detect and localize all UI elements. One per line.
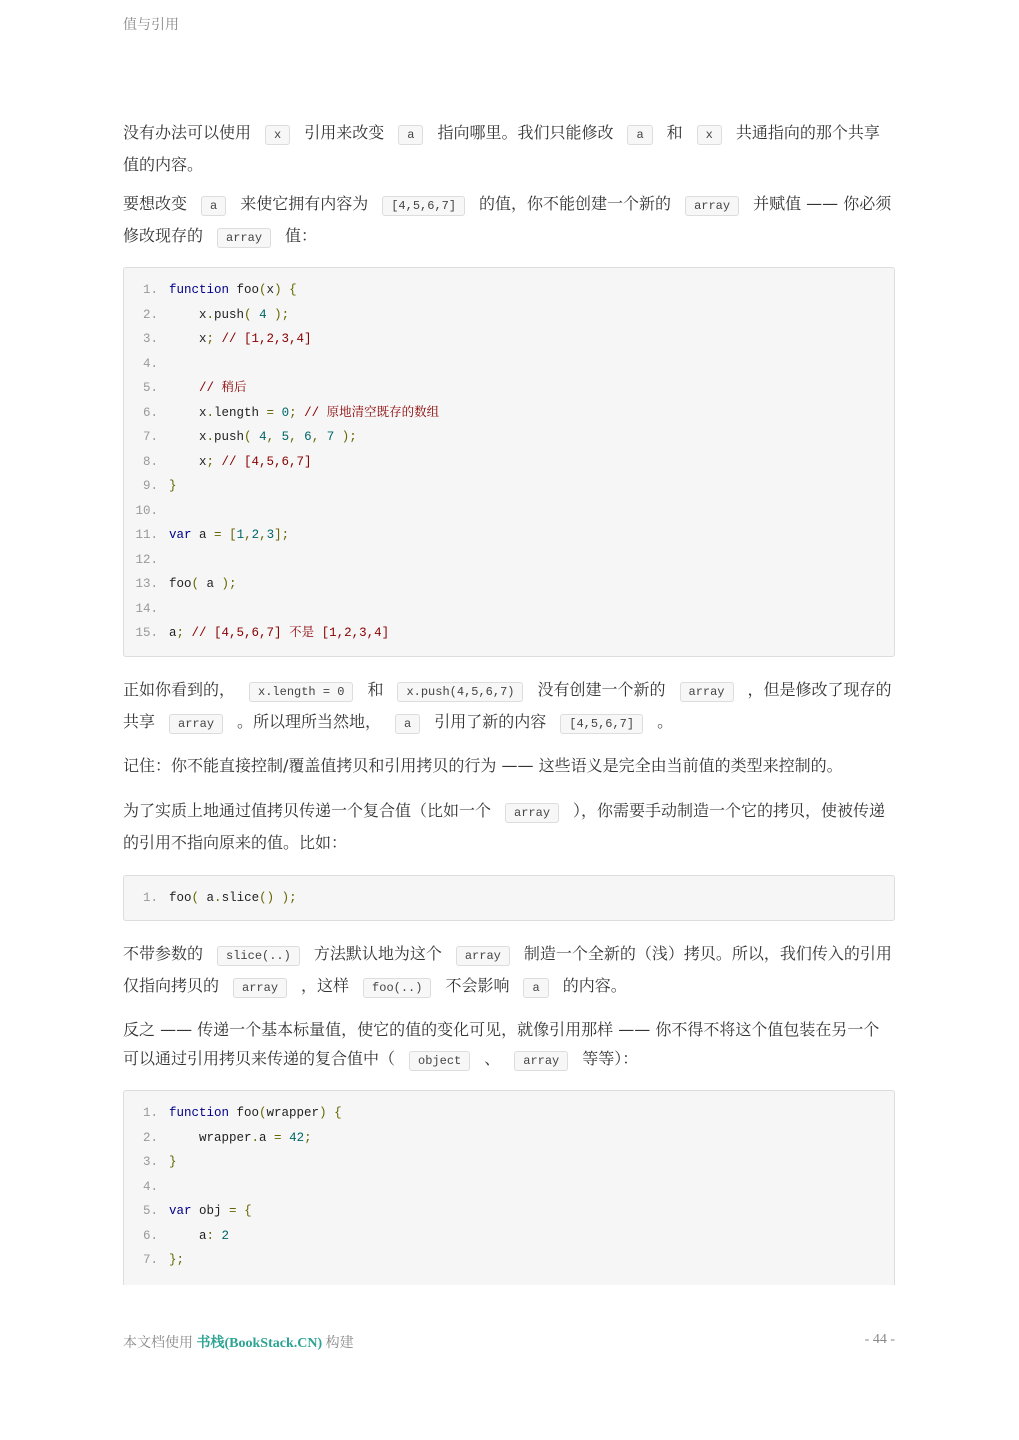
text: 引用来改变 xyxy=(304,123,385,142)
inline-code: x xyxy=(697,125,722,145)
code-token: ; xyxy=(206,454,215,469)
code-token: a xyxy=(169,626,177,640)
page-header-title: 值与引用 xyxy=(123,17,179,33)
paragraph xyxy=(123,796,895,857)
inline-code: array xyxy=(685,196,739,216)
line-number: 12. xyxy=(135,552,158,567)
code-token: ) xyxy=(274,283,282,297)
line-number: 4. xyxy=(142,1179,158,1194)
code-token: foo xyxy=(229,283,260,297)
inline-code: array xyxy=(233,978,287,998)
text: ，这样 xyxy=(301,976,350,995)
line-number: 8. xyxy=(142,454,158,469)
inline-code: array xyxy=(217,228,271,248)
inline-code: x.length = 0 xyxy=(249,682,353,702)
footer-suffix: 构建 xyxy=(325,1336,354,1351)
code-token: 5 xyxy=(281,430,290,444)
code-block xyxy=(123,875,895,922)
code-token: , xyxy=(289,430,297,444)
code-token: 2 xyxy=(221,1228,230,1243)
code-token: , xyxy=(266,430,275,444)
code-token: } xyxy=(169,479,177,493)
text: 要想改变 xyxy=(123,194,188,213)
text: 不带参数的 xyxy=(123,944,204,963)
code-token: foo xyxy=(169,890,192,905)
code-token: ; xyxy=(176,626,185,640)
code-token: wrapper xyxy=(266,1106,320,1120)
text: 和 xyxy=(367,679,384,699)
paragraph xyxy=(123,751,895,780)
code-token: slice xyxy=(221,890,260,905)
code-token: // [4,5,6,7] xyxy=(221,454,312,469)
code-token xyxy=(169,381,199,395)
inline-code: foo(..) xyxy=(363,978,431,998)
code-line xyxy=(124,401,894,426)
inline-code: array xyxy=(680,682,734,702)
code-token: () xyxy=(259,890,275,905)
code-line xyxy=(124,572,894,597)
code-token xyxy=(214,455,222,469)
text: 的内容。 xyxy=(562,976,627,995)
code-line xyxy=(124,1224,894,1249)
text: 共通指向的那个共享值的内容。 xyxy=(123,123,880,174)
code-token: x xyxy=(266,283,275,297)
line-number: 14. xyxy=(135,601,158,616)
text: 不会影响 xyxy=(445,976,510,995)
inline-code: object xyxy=(409,1051,470,1071)
code-token xyxy=(274,406,282,420)
inline-code: a xyxy=(627,125,652,145)
text: 和 xyxy=(666,123,683,142)
code-token: 2 xyxy=(251,528,260,542)
code-token: a xyxy=(259,1130,275,1145)
code-token: . xyxy=(206,307,215,322)
inline-code: x.push(4,5,6,7) xyxy=(397,682,523,702)
text: 为了实质上地通过值拷贝传递一个复合值（比如一个 xyxy=(123,800,492,820)
code-line xyxy=(124,597,894,622)
paragraph xyxy=(123,118,895,179)
text: 制造一个全新的（浅）拷贝。所以，我们传入的引用仅指向拷贝的 xyxy=(123,944,892,995)
code-token: ); xyxy=(281,890,297,905)
inline-code: a xyxy=(201,196,226,216)
text: 引用了新的内容 xyxy=(434,711,547,731)
line-number: 5. xyxy=(142,1204,158,1218)
page-footer xyxy=(123,1332,895,1352)
code-token: // 稍后 xyxy=(199,381,247,395)
code-line xyxy=(124,425,894,450)
code-line xyxy=(124,523,894,548)
code-token: { xyxy=(289,283,297,297)
line-number: 10. xyxy=(135,503,158,518)
code-line xyxy=(124,621,894,646)
code-token xyxy=(274,430,282,444)
code-token xyxy=(237,1204,245,1218)
text: 的值，你不能创建一个新的 xyxy=(479,194,672,213)
code-token: }; xyxy=(169,1253,185,1267)
code-token: push xyxy=(214,307,245,322)
line-number: 2. xyxy=(142,1130,158,1145)
text: ），你需要手动制造一个它的拷贝，使被传递的引用不指向原来的值。比如： xyxy=(123,800,886,852)
paragraph xyxy=(123,675,895,739)
code-token: = xyxy=(266,405,275,420)
code-line xyxy=(124,548,894,573)
text: 并赋值 —— 你必须修改现存的 xyxy=(123,194,892,245)
footer-brand-link[interactable]: 书栈(BookStack.CN) xyxy=(196,1336,323,1351)
inline-code: slice(..) xyxy=(217,946,300,966)
code-line xyxy=(124,1150,894,1175)
line-number: 7. xyxy=(142,1253,158,1267)
line-number: 3. xyxy=(142,1155,158,1169)
code-token: ( xyxy=(191,890,200,905)
code-line xyxy=(124,450,894,475)
code-token: obj xyxy=(191,1204,230,1218)
code-token xyxy=(327,1106,335,1120)
code-token: 0 xyxy=(281,405,290,420)
code-line xyxy=(124,352,894,377)
code-token: ]; xyxy=(274,528,290,542)
inline-code: [4,5,6,7] xyxy=(560,714,643,734)
code-token: x xyxy=(169,332,207,346)
code-token: 4 xyxy=(259,430,267,444)
line-number: 9. xyxy=(142,479,158,493)
text: 值： xyxy=(285,226,318,245)
footer-prefix: 本文档使用 xyxy=(123,1336,193,1351)
code-token: ; xyxy=(289,405,297,420)
inline-code: a xyxy=(523,978,548,998)
code-line xyxy=(124,499,894,524)
code-token: wrapper xyxy=(169,1130,252,1145)
text: 等等）： xyxy=(582,1049,639,1068)
code-token: 6 xyxy=(304,430,312,444)
code-line xyxy=(124,1101,894,1126)
line-number: 6. xyxy=(142,405,158,420)
code-token: var xyxy=(169,1204,192,1218)
line-number: 4. xyxy=(142,356,158,371)
text: 。所以理所当然地， xyxy=(237,711,382,731)
code-token: ( xyxy=(259,283,267,297)
code-line xyxy=(124,1126,894,1151)
text: 没有办法可以使用 xyxy=(123,123,252,142)
code-token: ( xyxy=(191,577,200,591)
code-token xyxy=(214,1229,222,1243)
code-token: . xyxy=(206,430,215,444)
code-token: 4 xyxy=(259,307,267,322)
code-token: [ xyxy=(229,528,237,542)
text: 方法默认地为这个 xyxy=(313,944,442,963)
code-token: ); xyxy=(274,307,290,322)
text: 、 xyxy=(484,1049,501,1068)
line-number: 3. xyxy=(142,332,158,346)
text: 反之 —— 传递一个基本标量值，使它的值的变化可见，就像引用那样 —— 你不得不将这个值包装在另一个可以通过引用拷贝来传递的复合值中（ xyxy=(123,1020,880,1068)
code-token: function xyxy=(169,1106,230,1120)
code-line xyxy=(124,303,894,328)
code-token: ; xyxy=(304,1130,312,1145)
code-token: // [1,2,3,4] xyxy=(221,332,312,346)
text: 没有创建一个新的 xyxy=(537,679,666,699)
code-token xyxy=(184,626,192,640)
code-token: 7 xyxy=(326,430,335,444)
code-token: foo xyxy=(169,577,192,591)
code-token: x xyxy=(169,430,207,444)
text: 指向哪里。我们只能修改 xyxy=(437,123,614,142)
paragraph xyxy=(123,189,895,253)
code-line xyxy=(124,886,894,911)
code-token xyxy=(267,308,275,322)
code-token: , xyxy=(311,430,320,444)
code-token: a xyxy=(191,528,215,542)
code-token: : xyxy=(206,1228,215,1243)
code-token: x xyxy=(169,454,207,469)
text: 正如你看到的， xyxy=(123,679,236,699)
code-token: x xyxy=(169,405,207,420)
code-line xyxy=(124,1175,894,1200)
code-token: ( xyxy=(244,307,252,322)
code-token xyxy=(214,332,222,346)
code-token: length xyxy=(214,405,267,420)
code-token xyxy=(252,430,260,444)
code-token xyxy=(282,283,290,297)
paragraph xyxy=(123,939,895,1003)
page-number: - 44 - xyxy=(864,1332,895,1347)
code-token: { xyxy=(334,1106,342,1120)
code-token: 42 xyxy=(289,1130,305,1145)
text: 。 xyxy=(657,711,674,731)
code-token xyxy=(319,430,327,444)
code-token: } xyxy=(169,1155,177,1169)
inline-code: x xyxy=(265,125,290,145)
inline-code: [4,5,6,7] xyxy=(382,196,465,216)
line-number: 1. xyxy=(142,1106,158,1120)
code-token: ); xyxy=(341,430,357,444)
code-token: x xyxy=(169,307,207,322)
code-token xyxy=(274,891,282,905)
code-token: ( xyxy=(244,430,252,444)
code-token: push xyxy=(214,430,245,444)
code-token: , xyxy=(259,528,267,542)
code-token: 3 xyxy=(266,528,275,542)
code-token: . xyxy=(206,405,215,420)
code-token: a xyxy=(199,890,215,905)
inline-code: a xyxy=(395,714,420,734)
code-token: var xyxy=(169,528,192,542)
code-token: { xyxy=(244,1204,252,1218)
line-number: 1. xyxy=(142,283,158,297)
inline-code: a xyxy=(398,125,423,145)
code-token xyxy=(282,1131,290,1145)
code-line xyxy=(124,327,894,352)
code-token: ); xyxy=(221,577,237,591)
code-line xyxy=(124,1248,894,1273)
paragraph xyxy=(123,1015,895,1076)
code-token: = xyxy=(214,528,222,542)
code-token: function xyxy=(169,283,230,297)
code-token: 1 xyxy=(236,528,245,542)
code-token: ( xyxy=(259,1106,267,1120)
code-token: ) xyxy=(319,1106,327,1120)
code-token: , xyxy=(244,528,252,542)
code-token: // 原地清空既存的数组 xyxy=(304,405,440,420)
document-content xyxy=(123,118,895,1285)
code-token xyxy=(252,308,260,322)
line-number: 5. xyxy=(142,381,158,395)
code-token: a xyxy=(169,1228,207,1243)
code-token: = xyxy=(274,1130,282,1145)
inline-code: array xyxy=(456,946,510,966)
code-token xyxy=(297,406,305,420)
inline-code: array xyxy=(505,803,559,823)
line-number: 6. xyxy=(142,1228,158,1243)
line-number: 2. xyxy=(142,307,158,322)
code-token: foo xyxy=(229,1106,260,1120)
code-block xyxy=(123,1090,895,1285)
code-token: = xyxy=(229,1204,237,1218)
code-line xyxy=(124,376,894,401)
text: 记住：你不能直接控制/覆盖值拷贝和引用拷贝的行为 —— 这些语义是完全由当前值的类型来控制的。 xyxy=(123,755,843,775)
inline-code: array xyxy=(169,714,223,734)
code-line xyxy=(124,1199,894,1224)
code-token: . xyxy=(251,1130,260,1145)
code-token: . xyxy=(214,890,222,905)
line-number: 7. xyxy=(142,430,158,444)
line-number: 1. xyxy=(142,890,158,905)
line-number: 15. xyxy=(135,626,158,640)
text: 来使它拥有内容为 xyxy=(240,194,369,213)
code-token xyxy=(334,430,342,444)
line-number: 11. xyxy=(135,528,158,542)
text: ，但是修改了现存的共享 xyxy=(123,679,892,731)
code-token: // [4,5,6,7] 不是 [1,2,3,4] xyxy=(191,626,390,640)
line-number: 13. xyxy=(135,577,158,591)
code-token: a xyxy=(199,577,222,591)
code-token: ; xyxy=(206,332,215,346)
code-line xyxy=(124,278,894,303)
code-block xyxy=(123,267,895,657)
inline-code: array xyxy=(514,1051,568,1071)
code-line xyxy=(124,474,894,499)
code-token xyxy=(222,528,230,542)
